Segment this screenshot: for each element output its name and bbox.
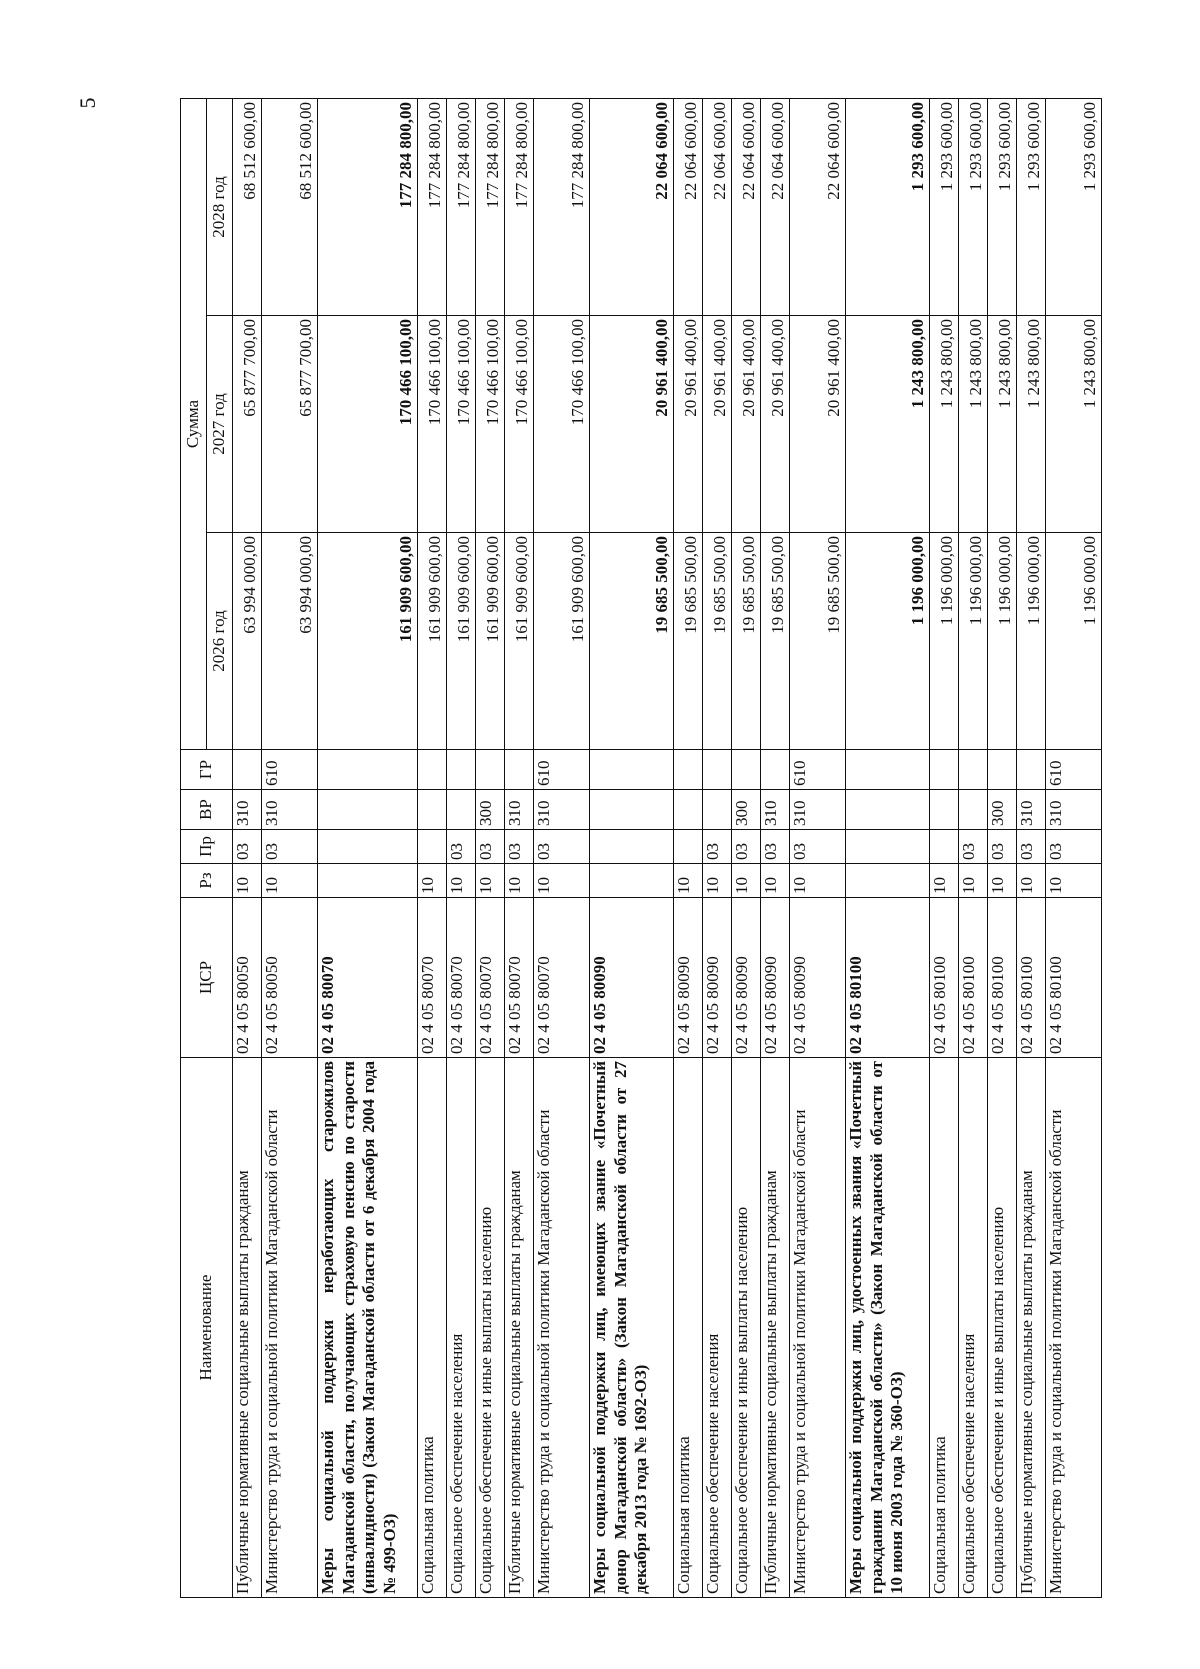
cell-gr <box>846 750 930 790</box>
table-row <box>233 98 262 1597</box>
cell-vr <box>959 790 988 830</box>
cell-pr: 03 <box>703 830 732 864</box>
cell-pr: 03 <box>959 830 988 864</box>
cell-rz: 10 <box>505 864 534 898</box>
table-row <box>1046 98 1102 1597</box>
cell-sum-2026: 1 196 000,00 <box>930 533 959 750</box>
cell-sum-2026: 161 909 600,00 <box>534 533 590 750</box>
cell-rz: 10 <box>233 864 262 898</box>
cell-csr: 02 4 05 80090 <box>590 898 674 1058</box>
cell-gr: 610 <box>1046 750 1102 790</box>
page-number: 5 <box>75 97 100 109</box>
cell-vr: 310 <box>505 790 534 830</box>
header-year-2028: 2028 год <box>207 98 233 315</box>
cell-rz <box>318 864 418 898</box>
table-row <box>505 98 534 1597</box>
cell-pr: 03 <box>476 830 505 864</box>
cell-gr <box>233 750 262 790</box>
cell-name: Министерство труда и социальной политики Магаданской области <box>534 1058 590 1598</box>
cell-name: Социальное обеспечение и иные выплаты населению <box>732 1058 761 1598</box>
cell-gr: 610 <box>262 750 318 790</box>
cell-name: Министерство труда и социальной политики Магаданской области <box>1046 1058 1102 1598</box>
cell-csr: 02 4 05 80100 <box>988 898 1017 1058</box>
cell-pr: 03 <box>1046 830 1102 864</box>
cell-vr: 310 <box>761 790 790 830</box>
cell-csr: 02 4 05 80100 <box>846 898 930 1058</box>
cell-csr: 02 4 05 80100 <box>1046 898 1102 1058</box>
cell-vr: 310 <box>534 790 590 830</box>
cell-gr <box>732 750 761 790</box>
budget-table-wrapper <box>180 98 1100 1598</box>
cell-vr <box>318 790 418 830</box>
cell-pr: 03 <box>1017 830 1046 864</box>
cell-sum-2026: 1 196 000,00 <box>959 533 988 750</box>
cell-rz: 10 <box>1017 864 1046 898</box>
header-gr: ГР <box>181 750 233 790</box>
cell-vr <box>418 790 447 830</box>
cell-csr: 02 4 05 80070 <box>476 898 505 1058</box>
cell-vr <box>447 790 476 830</box>
cell-sum-2026: 63 994 000,00 <box>233 533 262 750</box>
cell-pr: 03 <box>447 830 476 864</box>
header-vr: ВР <box>181 790 233 830</box>
cell-csr: 02 4 05 80100 <box>1017 898 1046 1058</box>
cell-vr: 300 <box>988 790 1017 830</box>
cell-csr: 02 4 05 80070 <box>318 898 418 1058</box>
cell-pr <box>674 830 703 864</box>
cell-name: Меры социальной поддержки лиц, имеющих звание «Почетный донор Магаданской области» (Закон Магаданской области от 27 декабря 2013 года № 1692-ОЗ) <box>590 1058 674 1598</box>
cell-vr <box>846 790 930 830</box>
cell-sum-2026: 19 685 500,00 <box>674 533 703 750</box>
table-row <box>674 98 703 1597</box>
cell-gr <box>447 750 476 790</box>
cell-gr <box>590 750 674 790</box>
cell-csr: 02 4 05 80050 <box>262 898 318 1058</box>
cell-rz: 10 <box>761 864 790 898</box>
cell-rz <box>846 864 930 898</box>
cell-vr <box>703 790 732 830</box>
table-row <box>930 98 959 1597</box>
cell-name: Социальная политика <box>418 1058 447 1598</box>
cell-rz: 10 <box>418 864 447 898</box>
cell-name: Публичные нормативные социальные выплаты гражданам <box>233 1058 262 1598</box>
cell-vr: 310 <box>262 790 318 830</box>
cell-csr: 02 4 05 80090 <box>732 898 761 1058</box>
cell-gr <box>761 750 790 790</box>
cell-vr <box>930 790 959 830</box>
header-year-2027: 2027 год <box>207 316 233 533</box>
cell-rz: 10 <box>988 864 1017 898</box>
cell-sum-2027: 20 961 400,00 <box>790 316 846 533</box>
cell-rz: 10 <box>534 864 590 898</box>
cell-sum-2027: 170 466 100,00 <box>447 316 476 533</box>
cell-sum-2028: 22 064 600,00 <box>732 98 761 315</box>
cell-name: Социальная политика <box>930 1058 959 1598</box>
cell-sum-2027: 1 243 800,00 <box>988 316 1017 533</box>
cell-name: Публичные нормативные социальные выплаты гражданам <box>1017 1058 1046 1598</box>
cell-vr: 300 <box>476 790 505 830</box>
cell-pr: 03 <box>233 830 262 864</box>
cell-gr <box>703 750 732 790</box>
cell-sum-2027: 20 961 400,00 <box>703 316 732 533</box>
table-row <box>476 98 505 1597</box>
cell-vr <box>590 790 674 830</box>
cell-vr: 310 <box>1046 790 1102 830</box>
cell-pr: 03 <box>988 830 1017 864</box>
cell-sum-2026: 1 196 000,00 <box>1046 533 1102 750</box>
cell-rz: 10 <box>959 864 988 898</box>
cell-rz: 10 <box>1046 864 1102 898</box>
cell-csr: 02 4 05 80070 <box>534 898 590 1058</box>
cell-sum-2028: 177 284 800,00 <box>418 98 447 315</box>
cell-csr: 02 4 05 80070 <box>447 898 476 1058</box>
cell-sum-2026: 1 196 000,00 <box>1017 533 1046 750</box>
cell-sum-2026: 1 196 000,00 <box>988 533 1017 750</box>
cell-sum-2026: 19 685 500,00 <box>790 533 846 750</box>
table-row <box>418 98 447 1597</box>
cell-name: Министерство труда и социальной политики Магаданской области <box>262 1058 318 1598</box>
table-row <box>761 98 790 1597</box>
cell-csr: 02 4 05 80050 <box>233 898 262 1058</box>
cell-rz <box>590 864 674 898</box>
cell-sum-2026: 19 685 500,00 <box>732 533 761 750</box>
cell-gr <box>959 750 988 790</box>
cell-vr: 310 <box>1017 790 1046 830</box>
rotated-table-container <box>180 98 1102 1598</box>
cell-rz: 10 <box>790 864 846 898</box>
cell-name: Социальная политика <box>674 1058 703 1598</box>
table-row <box>959 98 988 1597</box>
cell-sum-2028: 22 064 600,00 <box>674 98 703 315</box>
cell-name: Социальное обеспечение населения <box>703 1058 732 1598</box>
cell-csr: 02 4 05 80100 <box>930 898 959 1058</box>
cell-sum-2027: 65 877 700,00 <box>262 316 318 533</box>
cell-pr: 03 <box>790 830 846 864</box>
cell-name: Министерство труда и социальной политики Магаданской области <box>790 1058 846 1598</box>
cell-rz: 10 <box>262 864 318 898</box>
header-year-2026: 2026 год <box>207 533 233 750</box>
table-row <box>590 98 674 1597</box>
cell-sum-2027: 1 243 800,00 <box>1046 316 1102 533</box>
cell-sum-2028: 177 284 800,00 <box>534 98 590 315</box>
cell-csr: 02 4 05 80070 <box>505 898 534 1058</box>
cell-gr <box>418 750 447 790</box>
header-name: Наименование <box>181 1058 233 1598</box>
cell-vr <box>674 790 703 830</box>
cell-sum-2028: 68 512 600,00 <box>262 98 318 315</box>
table-row <box>447 98 476 1597</box>
cell-csr: 02 4 05 80090 <box>790 898 846 1058</box>
cell-sum-2026: 63 994 000,00 <box>262 533 318 750</box>
table-row <box>534 98 590 1597</box>
cell-sum-2028: 22 064 600,00 <box>761 98 790 315</box>
cell-sum-2027: 170 466 100,00 <box>534 316 590 533</box>
cell-name: Социальное обеспечение и иные выплаты населению <box>476 1058 505 1598</box>
table-row <box>703 98 732 1597</box>
table-row <box>318 98 418 1597</box>
cell-sum-2028: 22 064 600,00 <box>790 98 846 315</box>
cell-sum-2026: 19 685 500,00 <box>703 533 732 750</box>
cell-rz: 10 <box>447 864 476 898</box>
cell-name: Социальное обеспечение населения <box>447 1058 476 1598</box>
cell-gr: 610 <box>534 750 590 790</box>
cell-gr <box>1017 750 1046 790</box>
table-row <box>262 98 318 1597</box>
cell-sum-2027: 20 961 400,00 <box>761 316 790 533</box>
cell-sum-2026: 161 909 600,00 <box>447 533 476 750</box>
cell-sum-2026: 161 909 600,00 <box>318 533 418 750</box>
cell-name: Меры социальной поддержки лиц, удостоенных звания «Почетный гражданин Магаданской области» (Закон Магаданской области от 10 июня 2003 года № 360-ОЗ) <box>846 1058 930 1598</box>
cell-gr: 610 <box>790 750 846 790</box>
cell-sum-2026: 161 909 600,00 <box>476 533 505 750</box>
header-sum: Сумма <box>181 98 207 749</box>
cell-csr: 02 4 05 80100 <box>959 898 988 1058</box>
cell-sum-2028: 1 293 600,00 <box>1017 98 1046 315</box>
table-row <box>846 98 930 1597</box>
table-row <box>1017 98 1046 1597</box>
cell-sum-2028: 68 512 600,00 <box>233 98 262 315</box>
header-rz: Рз <box>181 864 233 898</box>
cell-gr <box>476 750 505 790</box>
cell-sum-2027: 20 961 400,00 <box>732 316 761 533</box>
cell-sum-2027: 20 961 400,00 <box>590 316 674 533</box>
cell-gr <box>318 750 418 790</box>
cell-gr <box>674 750 703 790</box>
cell-sum-2026: 19 685 500,00 <box>590 533 674 750</box>
cell-csr: 02 4 05 80090 <box>761 898 790 1058</box>
cell-pr <box>318 830 418 864</box>
cell-sum-2028: 177 284 800,00 <box>318 98 418 315</box>
cell-sum-2028: 22 064 600,00 <box>590 98 674 315</box>
cell-sum-2027: 1 243 800,00 <box>930 316 959 533</box>
cell-pr <box>590 830 674 864</box>
cell-sum-2027: 1 243 800,00 <box>1017 316 1046 533</box>
cell-sum-2027: 1 243 800,00 <box>846 316 930 533</box>
cell-pr: 03 <box>761 830 790 864</box>
cell-gr <box>505 750 534 790</box>
cell-sum-2026: 1 196 000,00 <box>846 533 930 750</box>
cell-rz: 10 <box>930 864 959 898</box>
cell-sum-2028: 1 293 600,00 <box>846 98 930 315</box>
cell-sum-2027: 170 466 100,00 <box>318 316 418 533</box>
cell-rz: 10 <box>476 864 505 898</box>
cell-gr <box>988 750 1017 790</box>
cell-pr: 03 <box>732 830 761 864</box>
cell-sum-2026: 19 685 500,00 <box>761 533 790 750</box>
cell-name: Меры социальной поддержки неработающих старожилов Магаданской области, получающих страховую пенсию по старости (инвалидности) (Закон Магаданской области от 6 декабря 2004 года № 499-ОЗ) <box>318 1058 418 1598</box>
cell-pr: 03 <box>505 830 534 864</box>
cell-csr: 02 4 05 80090 <box>674 898 703 1058</box>
cell-csr: 02 4 05 80070 <box>418 898 447 1058</box>
cell-rz: 10 <box>674 864 703 898</box>
header-csr: ЦСР <box>181 898 233 1058</box>
cell-pr: 03 <box>262 830 318 864</box>
table-row <box>732 98 761 1597</box>
cell-sum-2027: 65 877 700,00 <box>233 316 262 533</box>
cell-pr <box>418 830 447 864</box>
cell-sum-2027: 1 243 800,00 <box>959 316 988 533</box>
cell-name: Социальное обеспечение и иные выплаты населению <box>988 1058 1017 1598</box>
cell-sum-2028: 177 284 800,00 <box>505 98 534 315</box>
table-row <box>790 98 846 1597</box>
table-row <box>988 98 1017 1597</box>
cell-sum-2026: 161 909 600,00 <box>418 533 447 750</box>
cell-sum-2028: 1 293 600,00 <box>959 98 988 315</box>
cell-sum-2028: 22 064 600,00 <box>703 98 732 315</box>
cell-vr: 300 <box>732 790 761 830</box>
cell-sum-2028: 1 293 600,00 <box>930 98 959 315</box>
cell-gr <box>930 750 959 790</box>
cell-sum-2027: 170 466 100,00 <box>476 316 505 533</box>
cell-sum-2028: 177 284 800,00 <box>476 98 505 315</box>
cell-sum-2028: 1 293 600,00 <box>988 98 1017 315</box>
header-pr: Пр <box>181 830 233 864</box>
cell-name: Публичные нормативные социальные выплаты гражданам <box>505 1058 534 1598</box>
cell-rz: 10 <box>703 864 732 898</box>
cell-csr: 02 4 05 80090 <box>703 898 732 1058</box>
cell-name: Социальное обеспечение населения <box>959 1058 988 1598</box>
cell-rz: 10 <box>732 864 761 898</box>
cell-pr: 03 <box>534 830 590 864</box>
cell-sum-2027: 20 961 400,00 <box>674 316 703 533</box>
cell-pr <box>930 830 959 864</box>
cell-sum-2028: 1 293 600,00 <box>1046 98 1102 315</box>
cell-vr: 310 <box>790 790 846 830</box>
cell-sum-2027: 170 466 100,00 <box>505 316 534 533</box>
budget-table <box>180 98 1102 1598</box>
cell-vr: 310 <box>233 790 262 830</box>
cell-name: Публичные нормативные социальные выплаты гражданам <box>761 1058 790 1598</box>
cell-sum-2028: 177 284 800,00 <box>447 98 476 315</box>
cell-sum-2027: 170 466 100,00 <box>418 316 447 533</box>
cell-sum-2026: 161 909 600,00 <box>505 533 534 750</box>
cell-pr <box>846 830 930 864</box>
